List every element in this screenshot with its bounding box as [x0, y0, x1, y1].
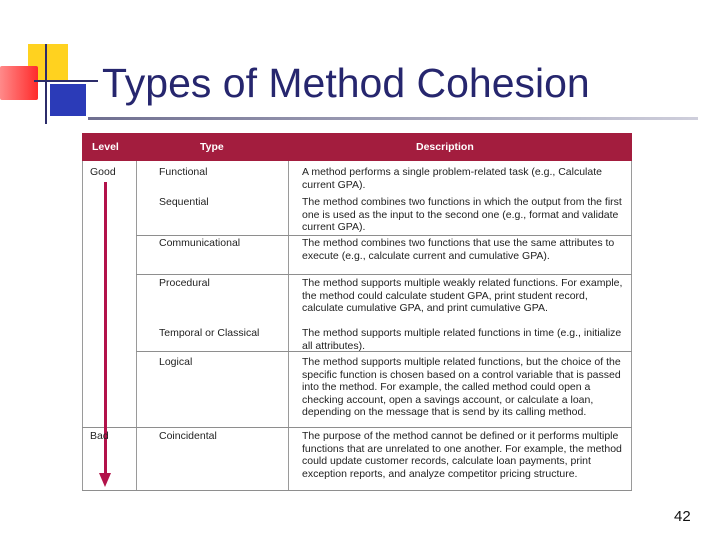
logo-red-square [0, 66, 38, 100]
row-description: The purpose of the method cannot be defined or it performs multiple functions that are unrelated to one another. For example, the method could update customer records, calculate loan payments, print exception reports, and analyze competitor pricing structure. [302, 430, 622, 480]
row-type: Sequential [159, 196, 209, 208]
row-description: A method performs a single problem-related task (e.g., Calculate current GPA). [302, 166, 602, 191]
logo-blue-square [50, 84, 86, 116]
page-number: 42 [674, 508, 691, 525]
level-arrow-head [99, 473, 111, 487]
row-type: Procedural [159, 277, 210, 289]
row-description: The method combines two functions that use the same attributes to execute (e.g., calculate current and cumulative GPA). [302, 237, 615, 262]
logo-horizontal-line [34, 80, 98, 82]
column-divider-2 [288, 161, 289, 491]
column-divider-1 [136, 161, 137, 491]
slide-title: Types of Method Cohesion [102, 60, 590, 106]
level-bad: Bad [90, 430, 109, 442]
row-type: Functional [159, 166, 208, 178]
table-border-right [631, 161, 632, 491]
title-divider [88, 117, 698, 120]
header-level: Level [92, 141, 119, 153]
row-description: The method supports multiple related functions, but the choice of the specific function is chosen based on a control variable that is passed into the method. For example, the called method could open a checking account, open a savings account, or calculate a loan, depending on the message that is send by its calling method. [302, 356, 621, 419]
header-type: Type [200, 141, 224, 153]
row-type: Logical [159, 356, 193, 368]
logo-vertical-line [45, 44, 47, 124]
table-border-left [82, 161, 83, 491]
table-bottom-border [82, 490, 632, 491]
row-description: The method combines two functions in which the output from the first one is used as the input to the second one (e.g., format and validate current GPA). [302, 196, 622, 234]
level-good: Good [90, 166, 116, 178]
row-type: Coincidental [159, 430, 217, 442]
row-description: The method supports multiple related functions in time (e.g., initialize all attributes). [302, 327, 622, 352]
header-description: Description [416, 141, 474, 153]
row-description: The method supports multiple weakly related functions. For example, the method could calculate student GPA, print student record, calculate cumulative GPA, and print cumulative GPA. [302, 277, 623, 315]
row-separator [136, 274, 632, 275]
row-type: Temporal or Classical [159, 327, 260, 339]
cohesion-table [82, 133, 632, 491]
row-type: Communicational [159, 237, 241, 249]
row-separator [82, 427, 632, 428]
row-separator [136, 235, 632, 236]
table-header [82, 133, 632, 161]
